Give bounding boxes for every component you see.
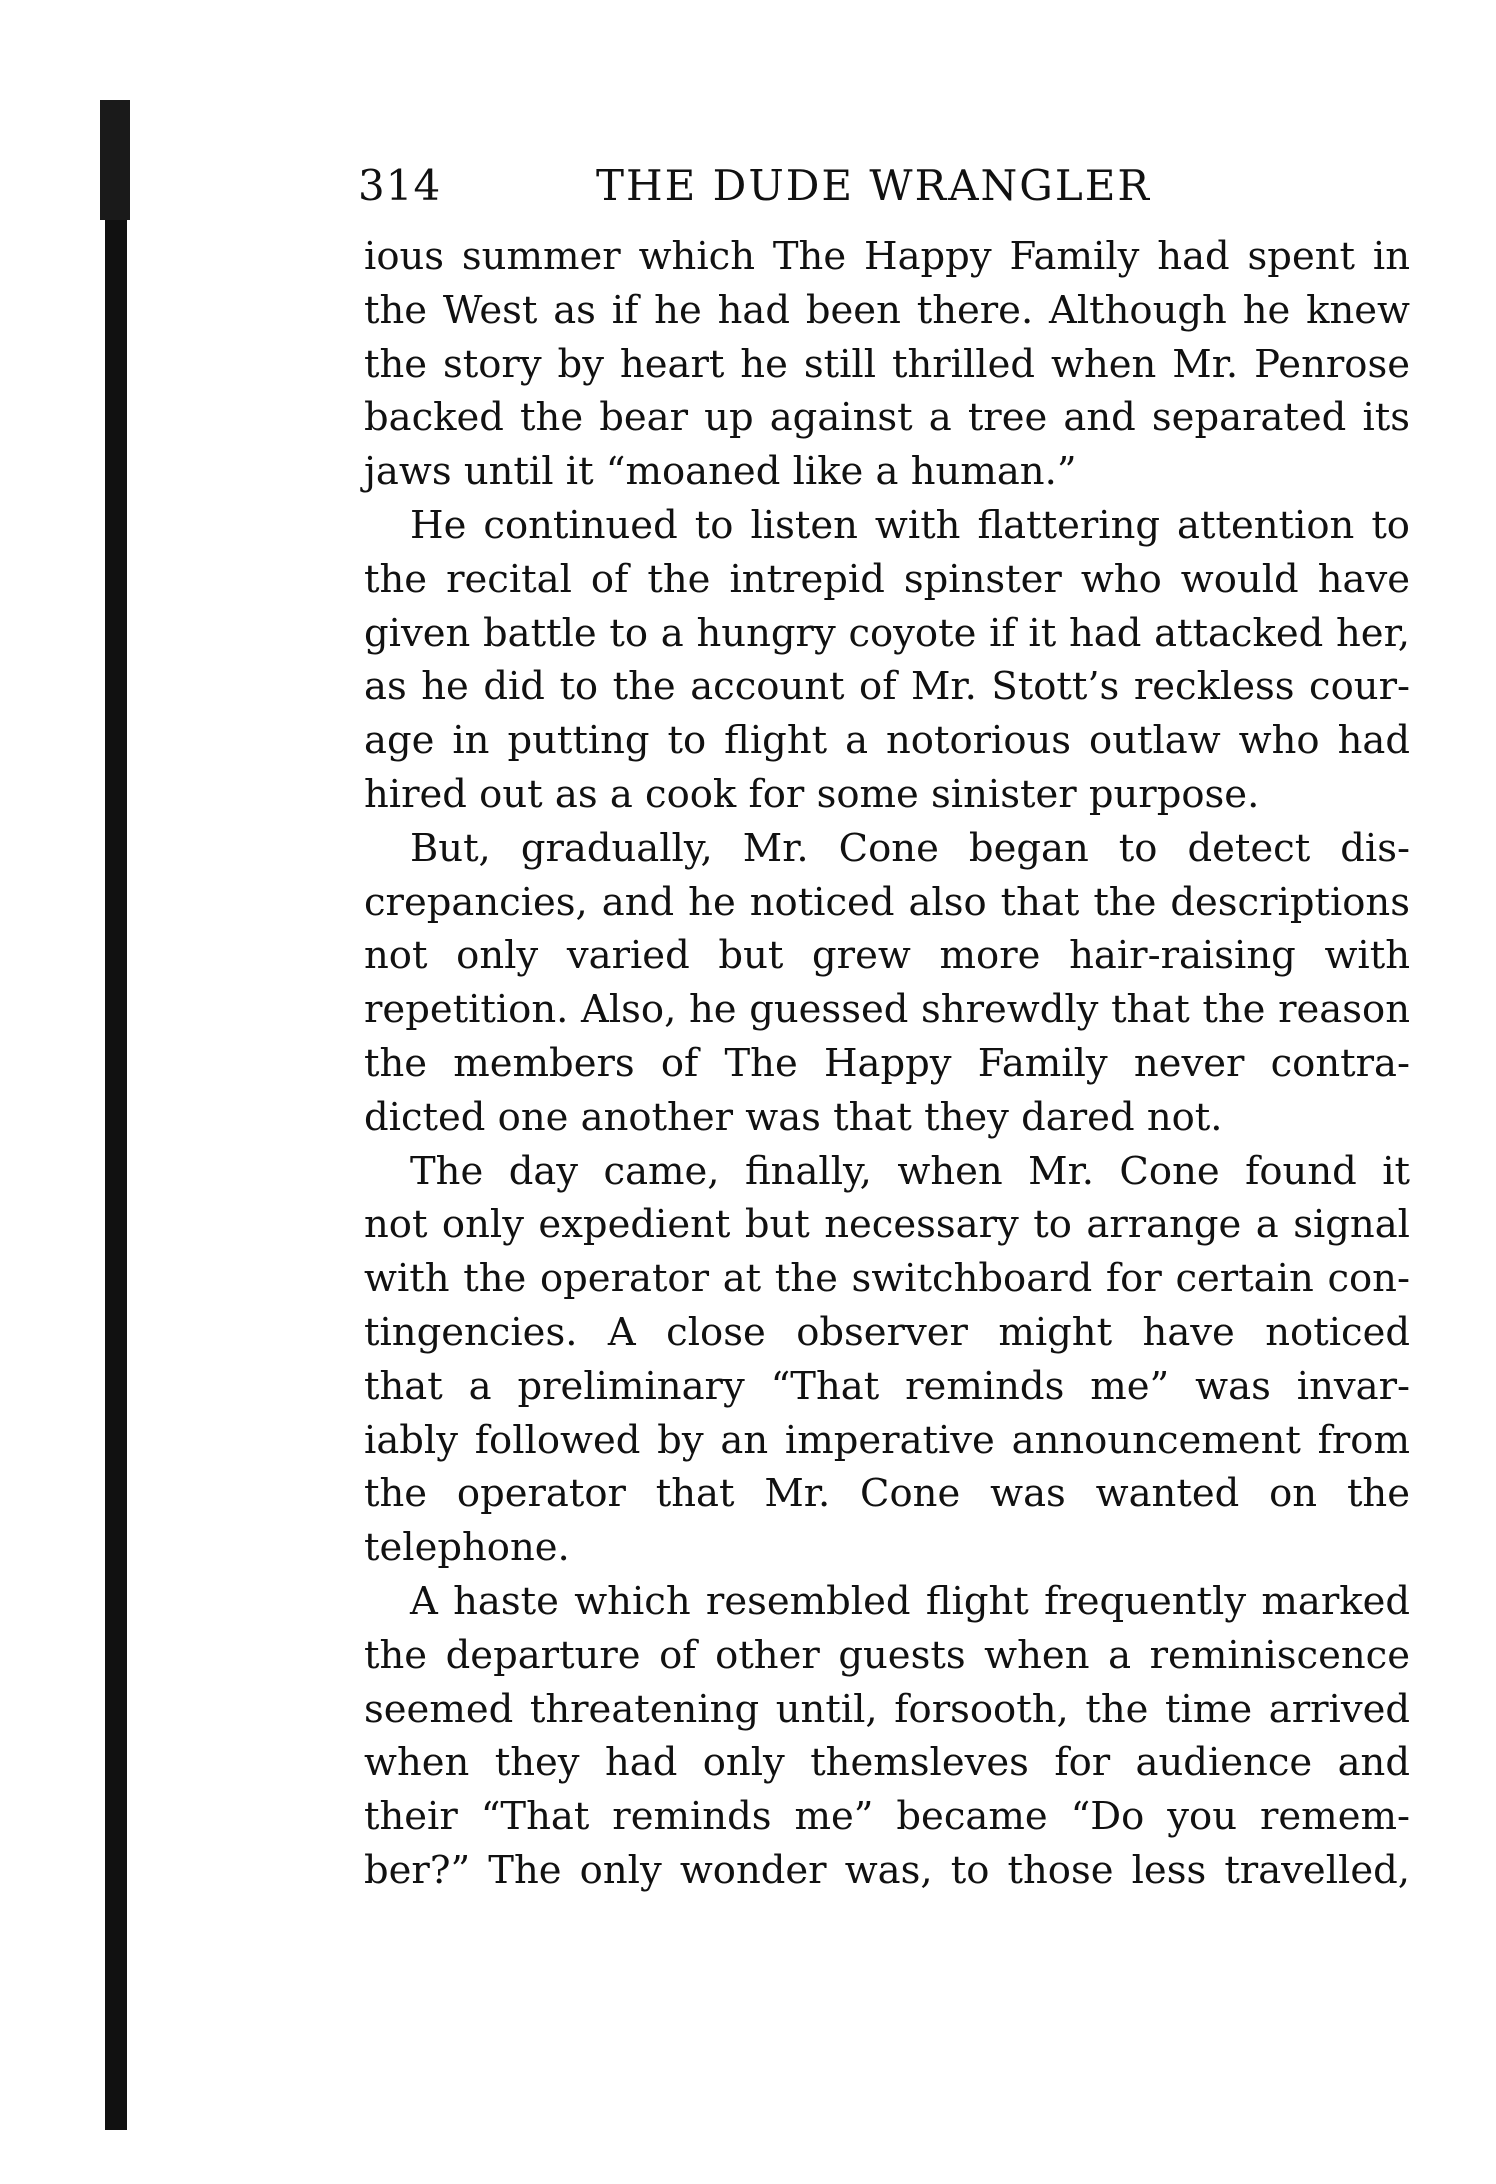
text-line: the recital of the intrepid spinster who would have xyxy=(364,556,1410,602)
text-line: dicted one another was that they dared not. xyxy=(364,1094,1223,1140)
binding-shadow xyxy=(105,100,127,2130)
text-line: A haste which resembled flight frequently marked xyxy=(410,1578,1410,1624)
text-line: repetition. Also, he guessed shrewdly that the reason xyxy=(364,987,1410,1033)
text-line: age in putting to flight a notorious outlaw who had xyxy=(364,718,1410,764)
text-line: the members of The Happy Family never contra- xyxy=(364,1040,1410,1086)
text-line: not only expedient but necessary to arrange a signal xyxy=(364,1202,1410,1248)
text-line: crepancies, and he noticed also that the descriptions xyxy=(364,879,1410,925)
page-number: 314 xyxy=(358,161,442,210)
page-header xyxy=(358,158,1408,214)
text-line: But, gradually, Mr. Cone began to detect dis- xyxy=(410,825,1410,871)
text-line: that a preliminary “That reminds me” was invar- xyxy=(364,1363,1410,1409)
text-line: given battle to a hungry coyote if it had attacked her, xyxy=(364,610,1410,656)
text-line: He continued to listen with flattering attention to xyxy=(410,502,1410,548)
paragraph-5 xyxy=(364,1575,1410,1898)
text-line: their “That reminds me” became “Do you remem- xyxy=(364,1794,1410,1840)
binding-shadow-top xyxy=(100,100,130,220)
text-line: backed the bear up against a tree and separated its xyxy=(364,395,1410,441)
text-line: hired out as a cook for some sinister purpose. xyxy=(364,771,1260,817)
text-line: when they had only themsleves for audience and xyxy=(364,1740,1410,1786)
paragraph-1 xyxy=(364,230,1410,499)
text-line: iably followed by an imperative announcement from xyxy=(364,1417,1410,1463)
text-line: telephone. xyxy=(364,1525,570,1571)
text-line: seemed threatening until, forsooth, the time arrived xyxy=(364,1686,1410,1732)
text-line: The day came, finally, when Mr. Cone found it xyxy=(410,1148,1410,1194)
text-line: the West as if he had been there. Although he knew xyxy=(364,287,1410,333)
paragraph-4 xyxy=(364,1145,1410,1575)
text-line: jaws until it “moaned like a human.” xyxy=(364,449,1077,495)
text-line: the departure of other guests when a reminiscence xyxy=(364,1632,1410,1678)
page-body xyxy=(364,230,1410,1898)
paragraph-2 xyxy=(364,499,1410,822)
paragraph-3 xyxy=(364,822,1410,1145)
running-head: THE DUDE WRANGLER xyxy=(596,161,1152,210)
text-line: not only varied but grew more hair-raising with xyxy=(364,933,1410,979)
text-line: ber?” The only wonder was, to those less travelled, xyxy=(364,1847,1410,1893)
text-line: ious summer which The Happy Family had spent in xyxy=(364,234,1410,279)
text-line: as he did to the account of Mr. Stott’s reckless cour- xyxy=(364,664,1410,710)
text-line: with the operator at the switchboard for certain con- xyxy=(364,1256,1410,1302)
text-line: tingencies. A close observer might have noticed xyxy=(364,1309,1410,1355)
text-line: the story by heart he still thrilled when Mr. Penrose xyxy=(364,341,1410,387)
text-line: the operator that Mr. Cone was wanted on the xyxy=(364,1471,1410,1517)
